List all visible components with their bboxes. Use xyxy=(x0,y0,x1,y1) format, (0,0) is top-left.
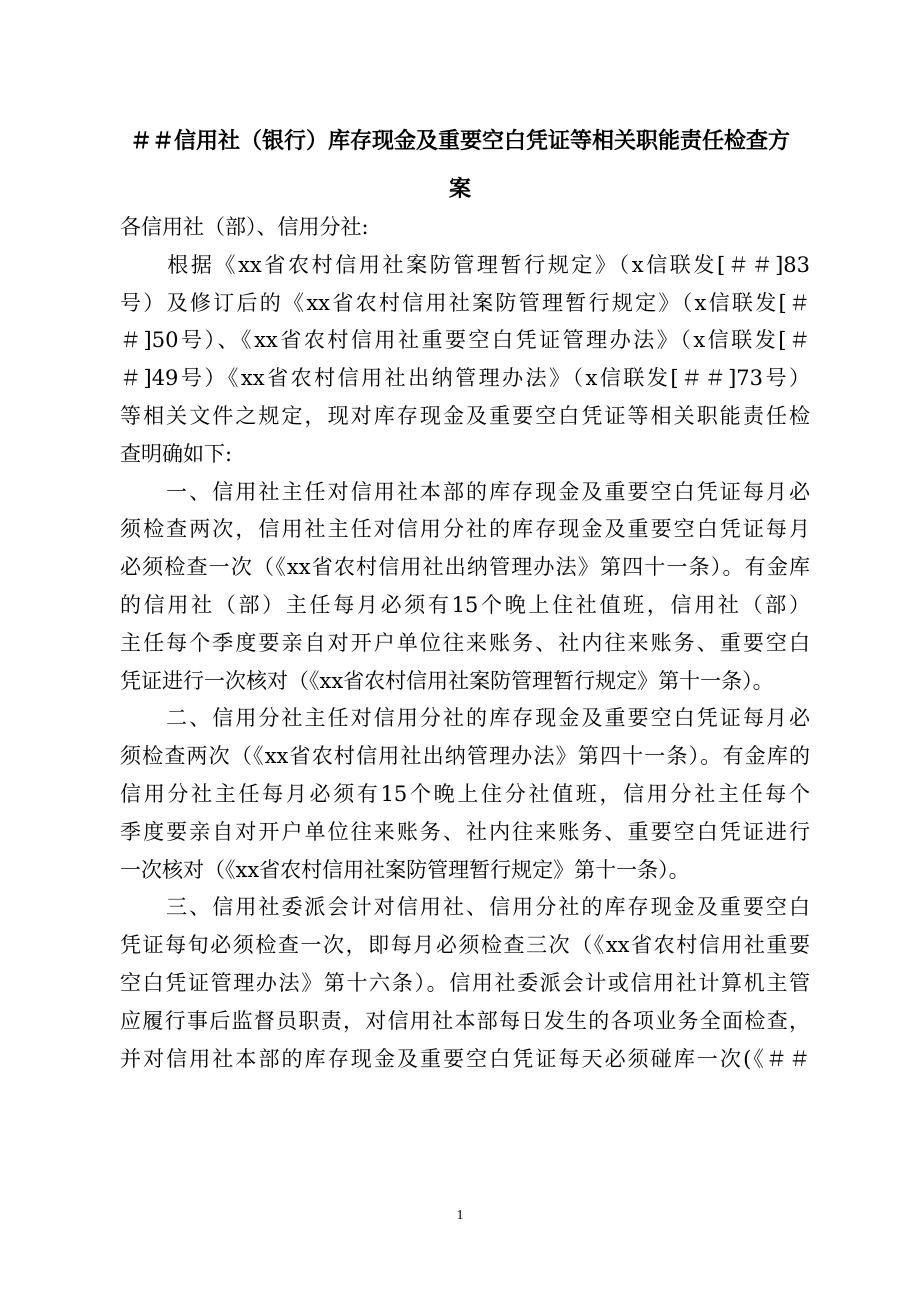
body-line: 信用分社主任每月必须有15个晚上住分社值班，信用分社主任每个 xyxy=(120,782,810,806)
body-line: ＃]50号）、《xx省农村信用社重要空白凭证管理办法》（x信联发[＃ xyxy=(120,328,810,353)
body-line: 须检查两次，信用社主任对信用分社的库存现金及重要空白凭证每月 xyxy=(120,517,810,542)
body-line: 凭证进行一次核对（《xx省农村信用社案防管理暂行规定》第十一条）。 xyxy=(120,668,774,693)
body-line: 空白凭证管理办法》第十六条）。信用社委派会计或信用社计算机主管 xyxy=(120,971,810,995)
body-line: 须检查两次（《xx省农村信用社出纳管理办法》第四十一条）。有金库的 xyxy=(120,744,810,769)
body-line: ＃]49号）《xx省农村信用社出纳管理办法》（x信联发[＃＃]73号） xyxy=(120,366,810,391)
body-line: 二、信用分社主任对信用分社的库存现金及重要空白凭证每月必 xyxy=(120,706,810,731)
body-line: 三、信用社委派会计对信用社、信用分社的库存现金及重要空白 xyxy=(120,895,810,920)
document-title xyxy=(100,118,820,214)
body-line: 的信用社（部）主任每月必须有15个晚上住社值班，信用社（部） xyxy=(120,593,810,617)
body-line: 查明确如下: xyxy=(120,441,233,466)
page-number: 1 xyxy=(456,1208,464,1223)
body-line: 必须检查一次（《xx省农村信用社出纳管理办法》第四十一条）。有金库 xyxy=(120,555,810,580)
body-line: 各信用社（部）、信用分社: xyxy=(120,215,369,239)
body-line: 根据《xx省农村信用社案防管理暂行规定》（x信联发[＃＃]83 xyxy=(120,252,810,277)
body-line: 一、信用社主任对信用社本部的库存现金及重要空白凭证每月必 xyxy=(120,479,810,504)
body-line: 一次核对（《xx省农村信用社案防管理暂行规定》第十一条）。 xyxy=(120,857,690,882)
body-line: 季度要亲自对开户单位往来账务、社内往来账务、重要空白凭证进行 xyxy=(120,819,810,844)
body-line: 号）及修订后的《xx省农村信用社案防管理暂行规定》（x信联发[＃ xyxy=(120,290,810,315)
body-line: 应履行事后监督员职责，对信用社本部每日发生的各项业务全面检查， xyxy=(120,1008,810,1033)
body-line: 等相关文件之规定，现对库存现金及重要空白凭证等相关职能责任检 xyxy=(120,404,810,428)
body-line: 凭证每旬必须检查一次，即每月必须检查三次（《xx省农村信用社重要 xyxy=(120,933,810,958)
body-line: 主任每个季度要亲自对开户单位往来账务、社内往来账务、重要空白 xyxy=(120,630,810,655)
title-line-2: 案 xyxy=(448,177,471,202)
body-line: 并对信用社本部的库存现金及重要空白凭证每天必须碰库一次(《＃＃ xyxy=(120,1046,810,1071)
title-line-1: ＃＃信用社（银行）库存现金及重要空白凭证等相关职能责任检查方 xyxy=(129,129,790,154)
